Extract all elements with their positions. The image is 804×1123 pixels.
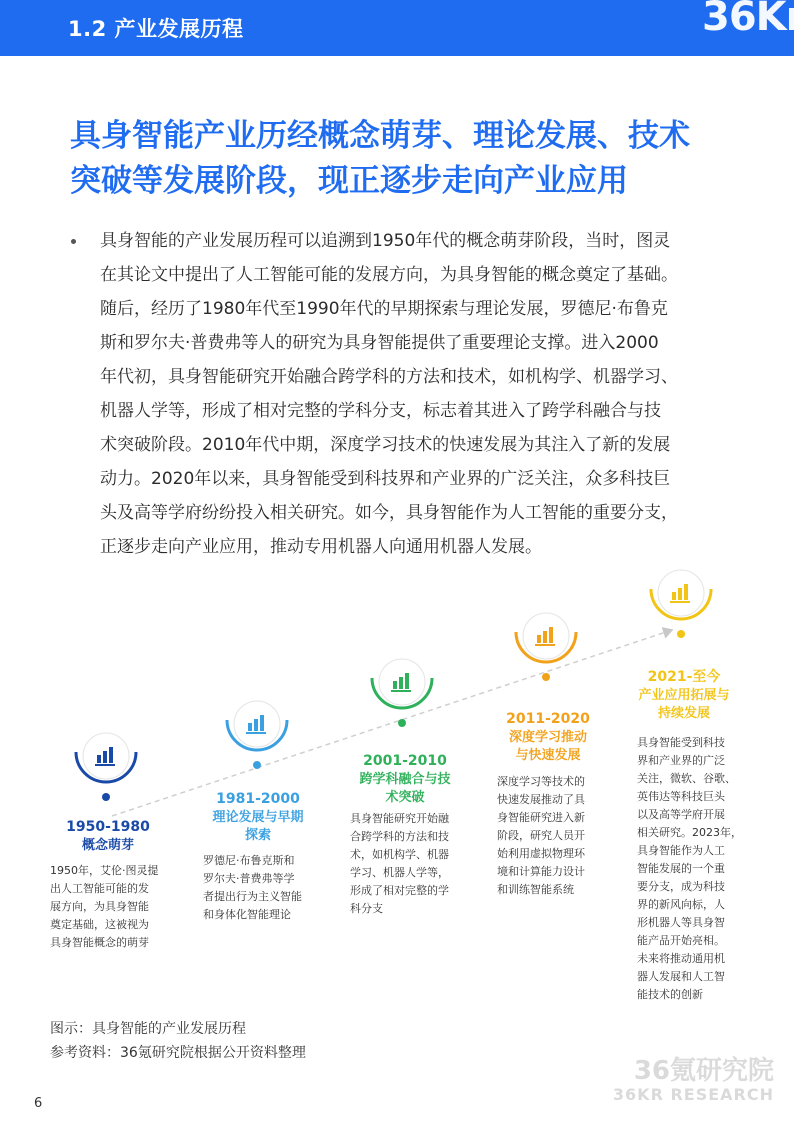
stage-node-1950 xyxy=(76,733,136,801)
watermark-en: 36KR RESEARCH xyxy=(612,1085,774,1104)
stage-title: 深度学习推动 xyxy=(508,730,587,745)
desc-line: 界和产业界的广泛 xyxy=(637,754,725,767)
stage-title: 持续发展 xyxy=(657,706,710,721)
desc-line: 展方向，为具身智能 xyxy=(50,900,149,913)
stage-desc-1981 xyxy=(203,852,302,924)
watermark xyxy=(613,1056,774,1104)
body-line: 具身智能的产业发展历程可以追溯到1950年代的概念萌芽阶段，当时，图灵 xyxy=(100,231,671,251)
body-line: 头及高等学府纷纷投入相关研究。如今，具身智能作为人工智能的重要分支， xyxy=(100,503,678,523)
watermark-cn: 36氪研究院 xyxy=(633,1056,774,1086)
desc-line: 快速发展推动了具 xyxy=(497,793,585,806)
stage-label-1981 xyxy=(192,790,324,845)
desc-line: 能产品开始亮相。 xyxy=(637,934,725,947)
desc-line: 始利用虚拟物理环 xyxy=(497,847,585,860)
desc-line: 学习、机器人学等， xyxy=(350,866,449,879)
stage-dot xyxy=(677,630,685,638)
desc-line: 者提出行为主义智能 xyxy=(203,890,302,903)
stage-dot xyxy=(102,793,110,801)
desc-line: 英伟达等科技巨头 xyxy=(637,790,725,803)
stage-year: 2001-2010 xyxy=(363,753,447,769)
stage-node-2001 xyxy=(372,659,432,727)
stage-title: 跨学科融合与技 xyxy=(359,772,451,787)
body-line: 机器人学等，形成了相对完整的学科分支，标志着其进入了跨学科融合与技 xyxy=(100,401,661,421)
desc-line: 具身智能概念的萌芽 xyxy=(50,936,149,949)
body-line: 术突破阶段。2010年代中期，深度学习技术的快速发展为其注入了新的发展 xyxy=(100,435,671,455)
desc-line: 未来将推动通用机 xyxy=(637,952,725,965)
headline xyxy=(70,114,750,204)
desc-line: 具身智能作为人工 xyxy=(637,844,725,857)
desc-line: 出人工智能可能的发 xyxy=(50,882,149,895)
desc-line: 罗德尼·布鲁克斯和 xyxy=(203,854,295,867)
stage-dot xyxy=(398,719,406,727)
body-line: 随后，经历了1980年代至1990年代的早期探索与理论发展，罗德尼·布鲁克 xyxy=(100,299,668,319)
desc-line: 阶段，研究人员开 xyxy=(497,829,585,842)
stage-desc-2001 xyxy=(350,810,449,918)
stage-label-2001 xyxy=(340,752,470,807)
desc-line: 身智能研究进入新 xyxy=(497,811,585,824)
section-title: 1.2 产业发展历程 xyxy=(68,17,244,41)
stage-title: 探索 xyxy=(244,828,271,843)
desc-line: 器人发展和人工智 xyxy=(637,970,725,983)
stage-year: 2011-2020 xyxy=(506,711,590,727)
headline-line-2: 突破等发展阶段，现正逐步走向产业应用 xyxy=(70,163,628,199)
desc-line: 深度学习等技术的 xyxy=(497,775,585,788)
stage-year: 2021-至今 xyxy=(647,669,721,685)
stage-year: 1981-2000 xyxy=(216,791,300,807)
desc-line: 能技术的创新 xyxy=(637,988,703,1001)
body-line: 在其论文中提出了人工智能可能的发展方向，为具身智能的概念奠定了基础。 xyxy=(100,265,678,285)
figure-caption: 图示：具身智能的产业发展历程 xyxy=(50,1021,246,1037)
desc-line: 和身体化智能理论 xyxy=(203,908,291,921)
stage-title: 理论发展与早期 xyxy=(212,810,304,825)
stage-title: 概念萌芽 xyxy=(81,838,134,853)
desc-line: 以及高等学府开展 xyxy=(637,808,725,821)
stage-year: 1950-1980 xyxy=(66,819,150,835)
stage-desc-1950 xyxy=(50,862,159,952)
brand-logo-text: 36Kr xyxy=(702,0,804,40)
desc-line: 合跨学科的方法和技 xyxy=(350,830,449,843)
desc-line: 术，如机构学、机器 xyxy=(350,848,449,861)
desc-line: 具身智能受到科技 xyxy=(637,736,725,749)
stage-node-1981 xyxy=(227,701,287,769)
stage-label-1950 xyxy=(48,818,168,855)
desc-line: 智能发展的一个重 xyxy=(637,862,725,875)
stage-node-2011 xyxy=(516,613,576,681)
body-paragraph xyxy=(100,224,740,564)
bullet-dot-icon xyxy=(68,236,82,250)
desc-line: 奠定基础，这被视为 xyxy=(50,918,149,931)
page-number: 6 xyxy=(34,1096,43,1111)
headline-line-1: 具身智能产业历经概念萌芽、理论发展、技术 xyxy=(70,118,690,154)
desc-line: 罗尔夫·普费弗等学 xyxy=(203,872,295,885)
header-bar xyxy=(0,0,804,56)
stage-title: 产业应用拓展与 xyxy=(638,688,730,703)
desc-line: 具身智能研究开始融 xyxy=(350,812,449,825)
stage-label-2011 xyxy=(488,710,608,765)
stage-label-2021 xyxy=(624,668,744,723)
desc-line: 境和计算能力设计 xyxy=(497,865,585,878)
desc-line: 1950年，艾伦·图灵提 xyxy=(50,864,159,877)
stage-desc-2011 xyxy=(497,773,585,899)
brand-logo xyxy=(684,0,804,56)
source-caption: 参考资料：36氪研究院根据公开资料整理 xyxy=(50,1045,306,1061)
desc-line: 科分支 xyxy=(350,902,383,915)
stage-title: 与快速发展 xyxy=(515,748,581,763)
body-line: 年代初，具身智能研究开始融合跨学科的方法和技术，如机构学、机器学习、 xyxy=(100,367,678,387)
stage-desc-2021 xyxy=(637,734,742,1004)
body-line: 动力。2020年以来，具身智能受到科技界和产业界的广泛关注，众多科技巨 xyxy=(100,469,671,489)
stage-dot xyxy=(253,761,261,769)
desc-line: 界的新风向标，人 xyxy=(637,898,725,911)
stage-dot xyxy=(542,673,550,681)
desc-line: 形机器人等具身智 xyxy=(637,916,725,929)
desc-line: 要分支，成为科技 xyxy=(637,880,725,893)
desc-line: 和训练智能系统 xyxy=(497,883,574,896)
desc-line: 关注，微软、谷歌、 xyxy=(637,772,736,785)
stage-node-2021 xyxy=(651,570,711,638)
stage-title: 术突破 xyxy=(385,790,425,805)
desc-line: 相关研究。2023年， xyxy=(637,826,742,839)
desc-line: 形成了相对完整的学 xyxy=(350,884,449,897)
body-line: 正逐步走向产业应用，推动专用机器人向通用机器人发展。 xyxy=(100,537,542,557)
body-line: 斯和罗尔夫·普费弗等人的研究为具身智能提供了重要理论支撑。进入2000 xyxy=(100,333,659,353)
